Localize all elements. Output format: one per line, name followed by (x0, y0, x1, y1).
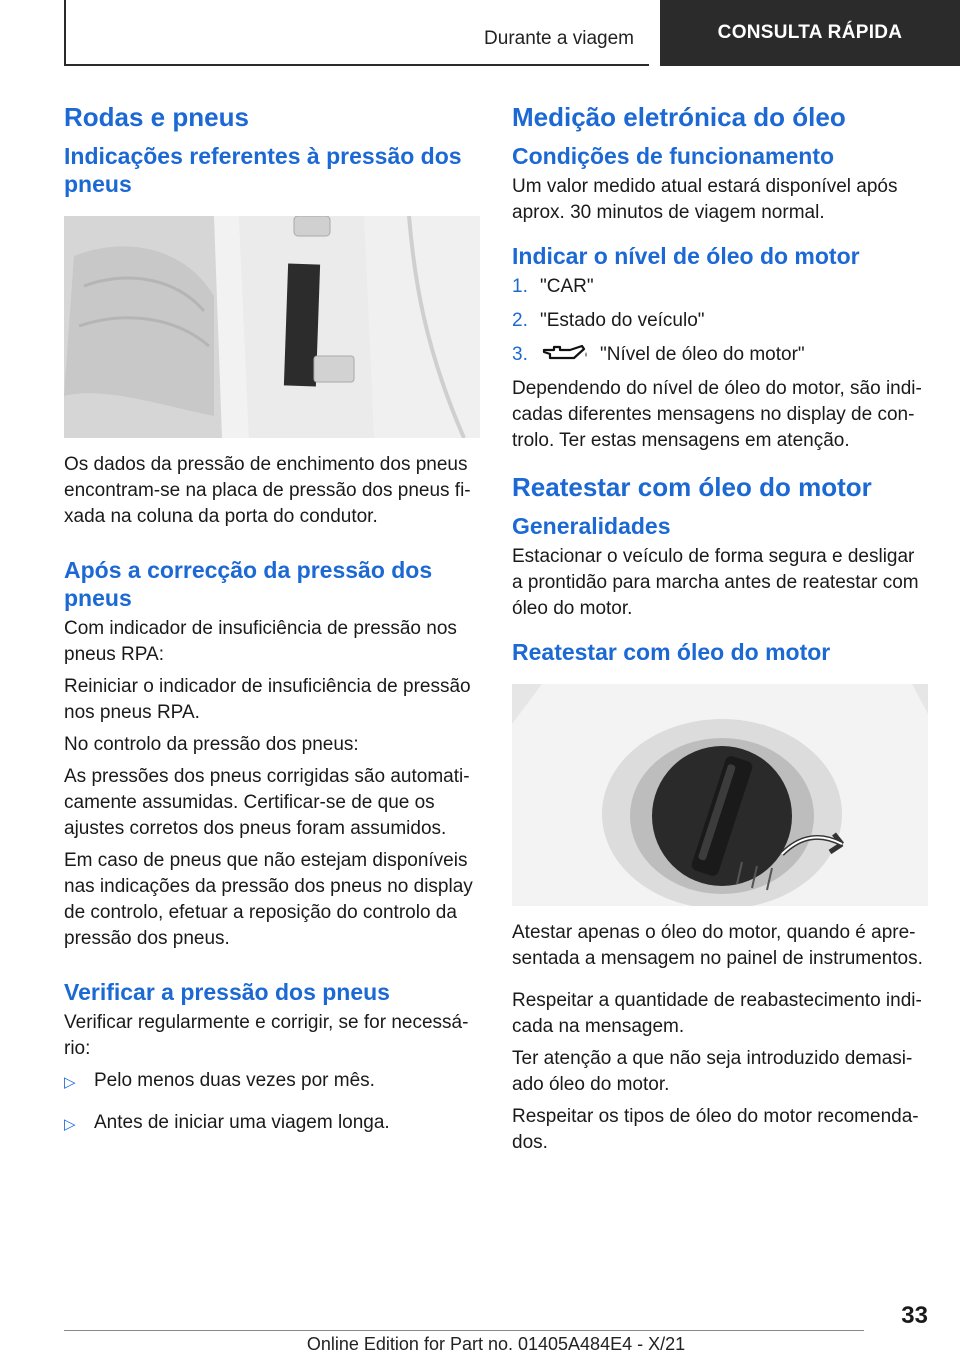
check-regularly-text: Verificar regularmente e corrigir, se for necessá-rio: (64, 1012, 469, 1059)
pressure-control-text: No controlo da pressão dos pneus: (64, 734, 359, 755)
overfill-warning-text: Ter atenção a que não seja introduzido demasi-ado óleo do motor. (512, 1048, 913, 1095)
chapter-label: CONSULTA RÁPIDA (660, 0, 960, 66)
right-column (512, 100, 928, 1162)
heading-refill-oil: Reatestar com óleo do motor (512, 472, 872, 502)
oil-cap-image (512, 684, 928, 906)
operating-conditions-text: Um valor medido atual estará disponível após aprox. 30 minutos de viagem normal. (512, 176, 898, 223)
subheading-check-pressure: Verificar a pressão dos pneus (64, 979, 390, 1005)
step-item: 2. "Estado do veículo" (512, 310, 705, 331)
left-column (64, 100, 480, 1152)
subheading-operating-conditions: Condições de funcionamento (512, 143, 835, 169)
page-number: 33 (901, 1302, 928, 1329)
subheading-general: Generalidades (512, 513, 671, 539)
subheading-pressure-info: Indicações referentes à pressão dos pneus (64, 143, 462, 197)
refill-when-message-text: Atestar apenas o óleo do motor, quando é apre-sentada a mensagem no painel de instrumentos. (512, 922, 923, 969)
subheading-show-oil-level: Indicar o nível de óleo do motor (512, 243, 860, 269)
section-label: Durante a viagem (484, 28, 634, 49)
unavailable-tyres-text: Em caso de pneus que não estejam disponíveis nas indicações da pressão dos pneus no display de controlo, efetuar a reposição do controlo da pressão dos pneus. (64, 850, 473, 949)
auto-assume-text: As pressões dos pneus corrigidas são automati-camente assumidas. Certificar-se de que os ajustes corretos dos pneus foram assumidos. (64, 766, 470, 839)
steps-list (512, 274, 928, 368)
oil-types-text: Respeitar os tipos de óleo do motor recomenda-dos. (512, 1106, 919, 1153)
edition-footer: Online Edition for Part no. 01405A484E4 - X/21 (306, 1334, 686, 1354)
bullet-item: ▷ Pelo menos duas vezes por mês. (64, 1068, 480, 1096)
heading-wheels-tyres: Rodas e pneus (64, 102, 249, 132)
step-item: 3. "Nível de óleo do motor" (512, 344, 805, 365)
page-header (0, 0, 960, 66)
oil-messages-text: Dependendo do nível de óleo do motor, são indi-cadas diferentes mensagens no display de con-trolo. Ter estas mensagens em atenção. (512, 378, 922, 451)
door-pillar-image (64, 216, 480, 438)
bullet-item: ▷ Antes de iniciar uma viagem longa. (64, 1110, 480, 1138)
triangle-bullet-icon: ▷ (64, 1074, 76, 1091)
park-safely-text: Estacionar o veículo de forma segura e desligar a prontidão para marcha antes de reatestar com óleo do motor. (512, 546, 919, 619)
step-item: 1. "CAR" (512, 276, 594, 297)
refill-quantity-text: Respeitar a quantidade de reabastecimento indi-cada na mensagem. (512, 990, 922, 1037)
subheading-refill-oil: Reatestar com óleo do motor (512, 639, 831, 665)
footer-divider (64, 1330, 864, 1331)
rpa-reset-text: Reiniciar o indicador de insuficiência de pressão nos pneus RPA. (64, 676, 471, 723)
rpa-text: Com indicador de insuficiência de pressão nos pneus RPA: (64, 618, 457, 665)
check-bullets (64, 1068, 480, 1138)
triangle-bullet-icon: ▷ (64, 1116, 76, 1133)
heading-oil-measurement: Medição eletrónica do óleo (512, 102, 846, 132)
tyre-placard-text: Os dados da pressão de enchimento dos pneus encontram-se na placa de pressão dos pneus fi-xada na coluna da porta do condutor. (64, 454, 471, 527)
oil-can-icon (540, 342, 592, 364)
subheading-after-correction: Após a correcção da pressão dos pneus (64, 557, 433, 611)
